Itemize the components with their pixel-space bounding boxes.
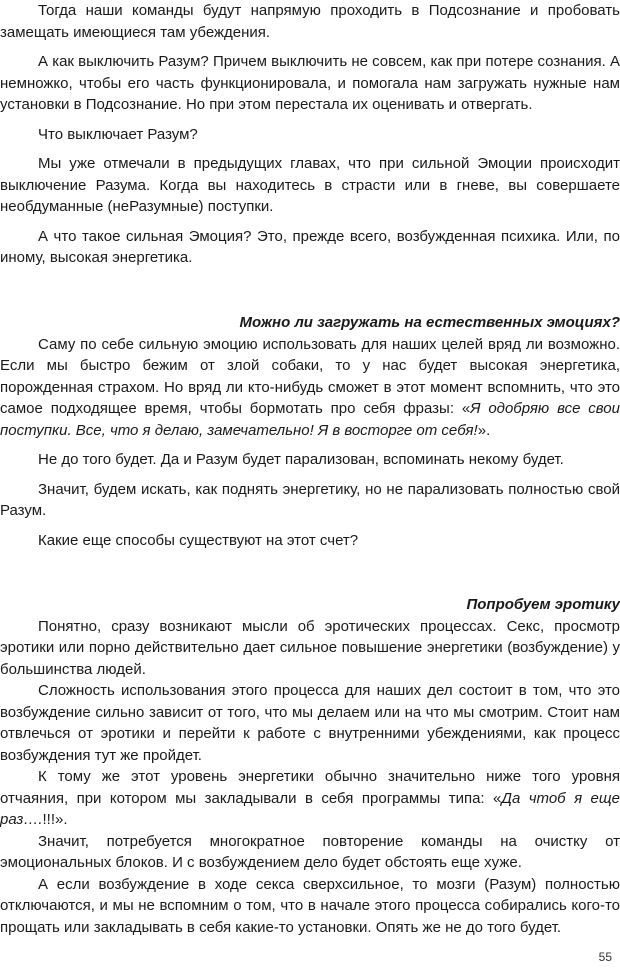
paragraph-2: А как выключить Разум? Причем выключить не совсем, как при потере сознания. А немножко, чтобы его часть функционировала, и помогала нам загружать нужные нам установки в Подсознание. Но при этом перестала их оценивать и отвергать. — [0, 53, 620, 113]
paragraph-12-quote: Да чтоб я еще раз…. — [0, 789, 620, 828]
paragraph-3: Что выключает Разум? — [38, 125, 198, 143]
paragraph-12-text-end: !!!». — [42, 811, 68, 828]
block-2 — [0, 312, 620, 551]
paragraph-7: Не до того будет. Да и Разум будет парализован, вспоминать некому будет. — [38, 451, 564, 468]
paragraph-14: А если возбуждение в ходе секса сверхсильное, то мозги (Разум) полностью отключаются, и мы не вспомним о том, что в начале этого процесса собирались кого-то прощать или закладывать в себя какие-то установки. Опять же не до того будет. — [0, 875, 620, 936]
paragraph-10: Понятно, сразу возникают мысли об эротических процессах. Секс, просмотр эротики или порно действительно дает сильное повышение энергетики (возбуждение) у большинства людей. — [0, 617, 620, 678]
section-heading-2: Попробуем эротику — [466, 596, 620, 613]
paragraph-5: А что такое сильная Эмоция? Это, прежде всего, возбужденная психика. Или, по иному, высокая энергетика. — [0, 227, 620, 266]
paragraph-6-text-start: Саму по себе сильную эмоцию использовать для наших целей вряд ли возможно. Если мы быстро бежим от злой собаки, то у нас будет высокая энергетика, порожденная страхом. Но вряд ли кто-нибудь сможет в этот момент вспомнить, что это самое подходящее время, чтобы бормотать про себя фразы: « — [0, 335, 620, 417]
paragraph-12-text-start: К тому же этот уровень энергетики обычно значительно ниже того уровня отчаяния, при котором мы закладывали в себя программы типа: « — [0, 768, 620, 807]
section-heading-1: Можно ли загружать на естественных эмоциях? — [239, 314, 620, 331]
paragraph-11: Сложность использования этого процесса для наших дел состоит в том, что это возбуждение сильно зависит от того, что мы делаем или на что мы смотрим. Стоит нам отвлечься от эротики и перейти к работе с внутренними убеждениями, как процесс возбуждения тут же пройдет. — [0, 682, 620, 764]
paragraph-6-quote: Я одобряю все свои поступки. Все, что я делаю, замечательно! Я в восторге от себя! — [0, 400, 620, 439]
paragraph-1: Тогда наши команды будут напрямую проходить в Подсознание и пробовать замещать имеющиеся там убеждения. — [0, 2, 620, 41]
paragraph-8: Значит, будем искать, как поднять энергетику, но не парализовать полностью свой Разум. — [0, 480, 620, 519]
block-3 — [0, 594, 620, 938]
block-1 — [0, 0, 620, 269]
paragraph-13: Значит, потребуется многократное повторение команды на очистку от эмоциональных блоков. И с возбуждением дело будет обстоять еще хуже. — [0, 832, 620, 871]
paragraph-6 — [0, 334, 620, 442]
paragraph-4: Мы уже отмечали в предыдущих главах, что при сильной Эмоции происходит выключение Разума. Когда вы находитесь в страсти или в гневе, вы совершаете необдуманные (неРазумные) поступки. — [0, 155, 620, 215]
page-number: 55 — [598, 950, 612, 964]
paragraph-6-text-end: ». — [477, 421, 491, 439]
paragraph-12 — [0, 766, 620, 831]
paragraph-9: Какие еще способы существуют на этот счет? — [38, 531, 359, 549]
